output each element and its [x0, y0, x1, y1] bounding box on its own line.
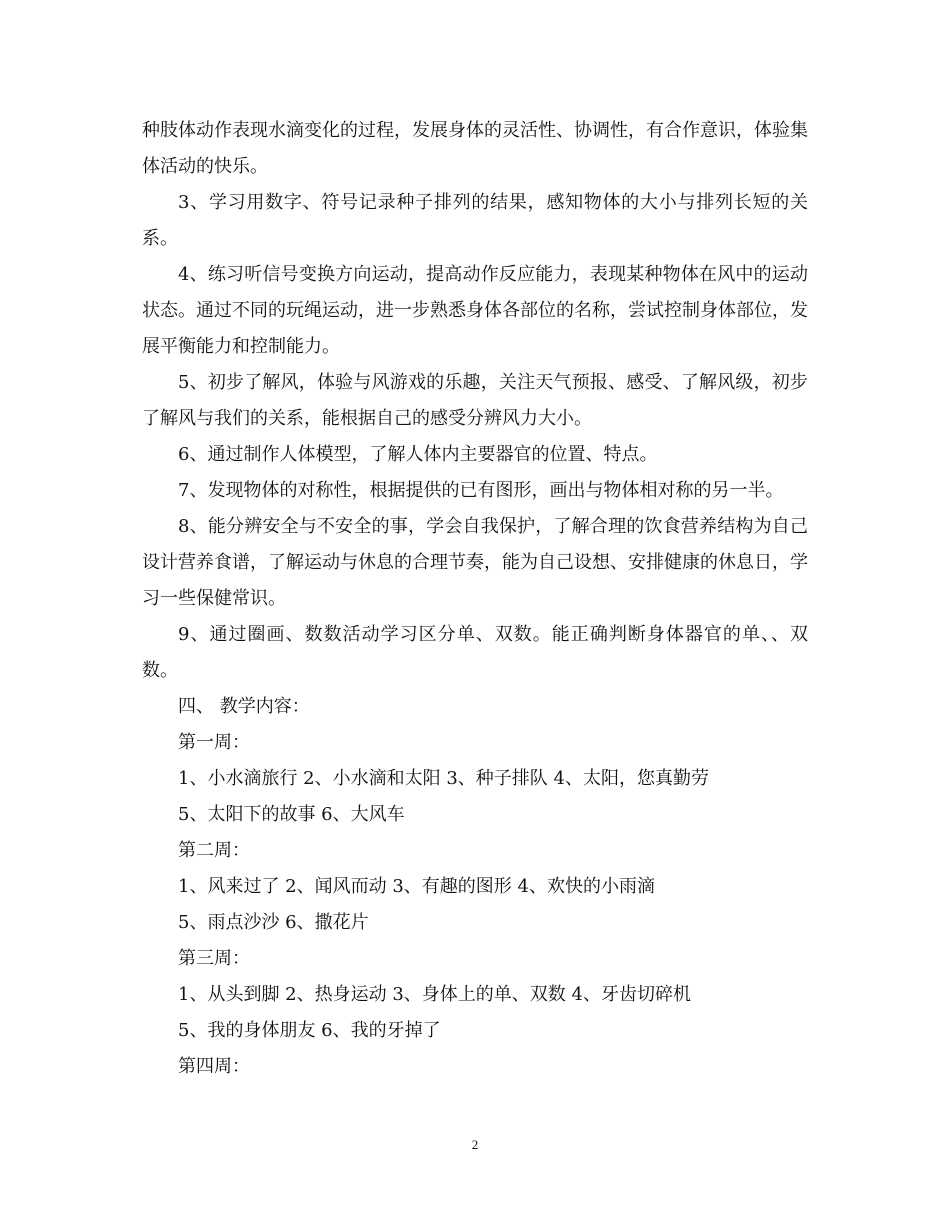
page-number: 2 [471, 1137, 479, 1152]
lesson-list-line: 1、从头到脚 2、热身运动 3、身体上的单、双数 4、牙齿切碎机 [178, 984, 691, 1005]
paragraph: 种肢体动作表现水滴变化的过程，发展身体的灵活性、协调性，有合作意识，体验集体活动的快乐。 [142, 120, 808, 177]
paragraph: 3、学习用数字、符号记录种子排列的结果，感知物体的大小与排列长短的关系。 [142, 192, 808, 249]
lesson-list-line: 1、小水滴旅行 2、小水滴和太阳 3、种子排队 4、太阳，您真勤劳 [178, 768, 709, 789]
paragraph: 4、练习听信号变换方向运动，提高动作反应能力，表现某种物体在风中的运动状态。通过不同的玩绳运动，进一步熟悉身体各部位的名称，尝试控制身体部位，发展平衡能力和控制能力。 [142, 264, 808, 357]
document-body [142, 113, 808, 1085]
lesson-list-line: 1、风来过了 2、闻风而动 3、有趣的图形 4、欢快的小雨滴 [178, 876, 655, 897]
week-heading: 第一周： [178, 732, 250, 753]
week-heading: 第四周： [178, 1056, 250, 1077]
lesson-list-line: 5、太阳下的故事 6、大风车 [178, 804, 405, 825]
week-heading: 第三周： [178, 948, 250, 969]
lesson-list-line: 5、雨点沙沙 6、撒花片 [178, 912, 369, 933]
paragraph: 5、初步了解风，体验与风游戏的乐趣，关注天气预报、感受、了解风级，初步了解风与我们的关系，能根据自己的感受分辨风力大小。 [142, 372, 808, 429]
paragraph: 6、通过制作人体模型，了解人体内主要器官的位置、特点。 [178, 444, 658, 465]
section-heading: 四、 教学内容： [178, 696, 310, 717]
paragraph: 9、通过圈画、数数活动学习区分单、双数。能正确判断身体器官的单、、双数。 [142, 624, 808, 681]
paragraph: 7、发现物体的对称性，根据提供的已有图形，画出与物体相对称的另一半。 [178, 480, 784, 501]
lesson-list-line: 5、我的身体朋友 6、我的牙掉了 [178, 1020, 441, 1041]
week-heading: 第二周： [178, 840, 250, 861]
paragraph: 8、能分辨安全与不安全的事，学会自我保护，了解合理的饮食营养结构为自己设计营养食谱，了解运动与休息的合理节奏，能为自己设想、安排健康的休息日，学习一些保健常识。 [142, 516, 808, 609]
